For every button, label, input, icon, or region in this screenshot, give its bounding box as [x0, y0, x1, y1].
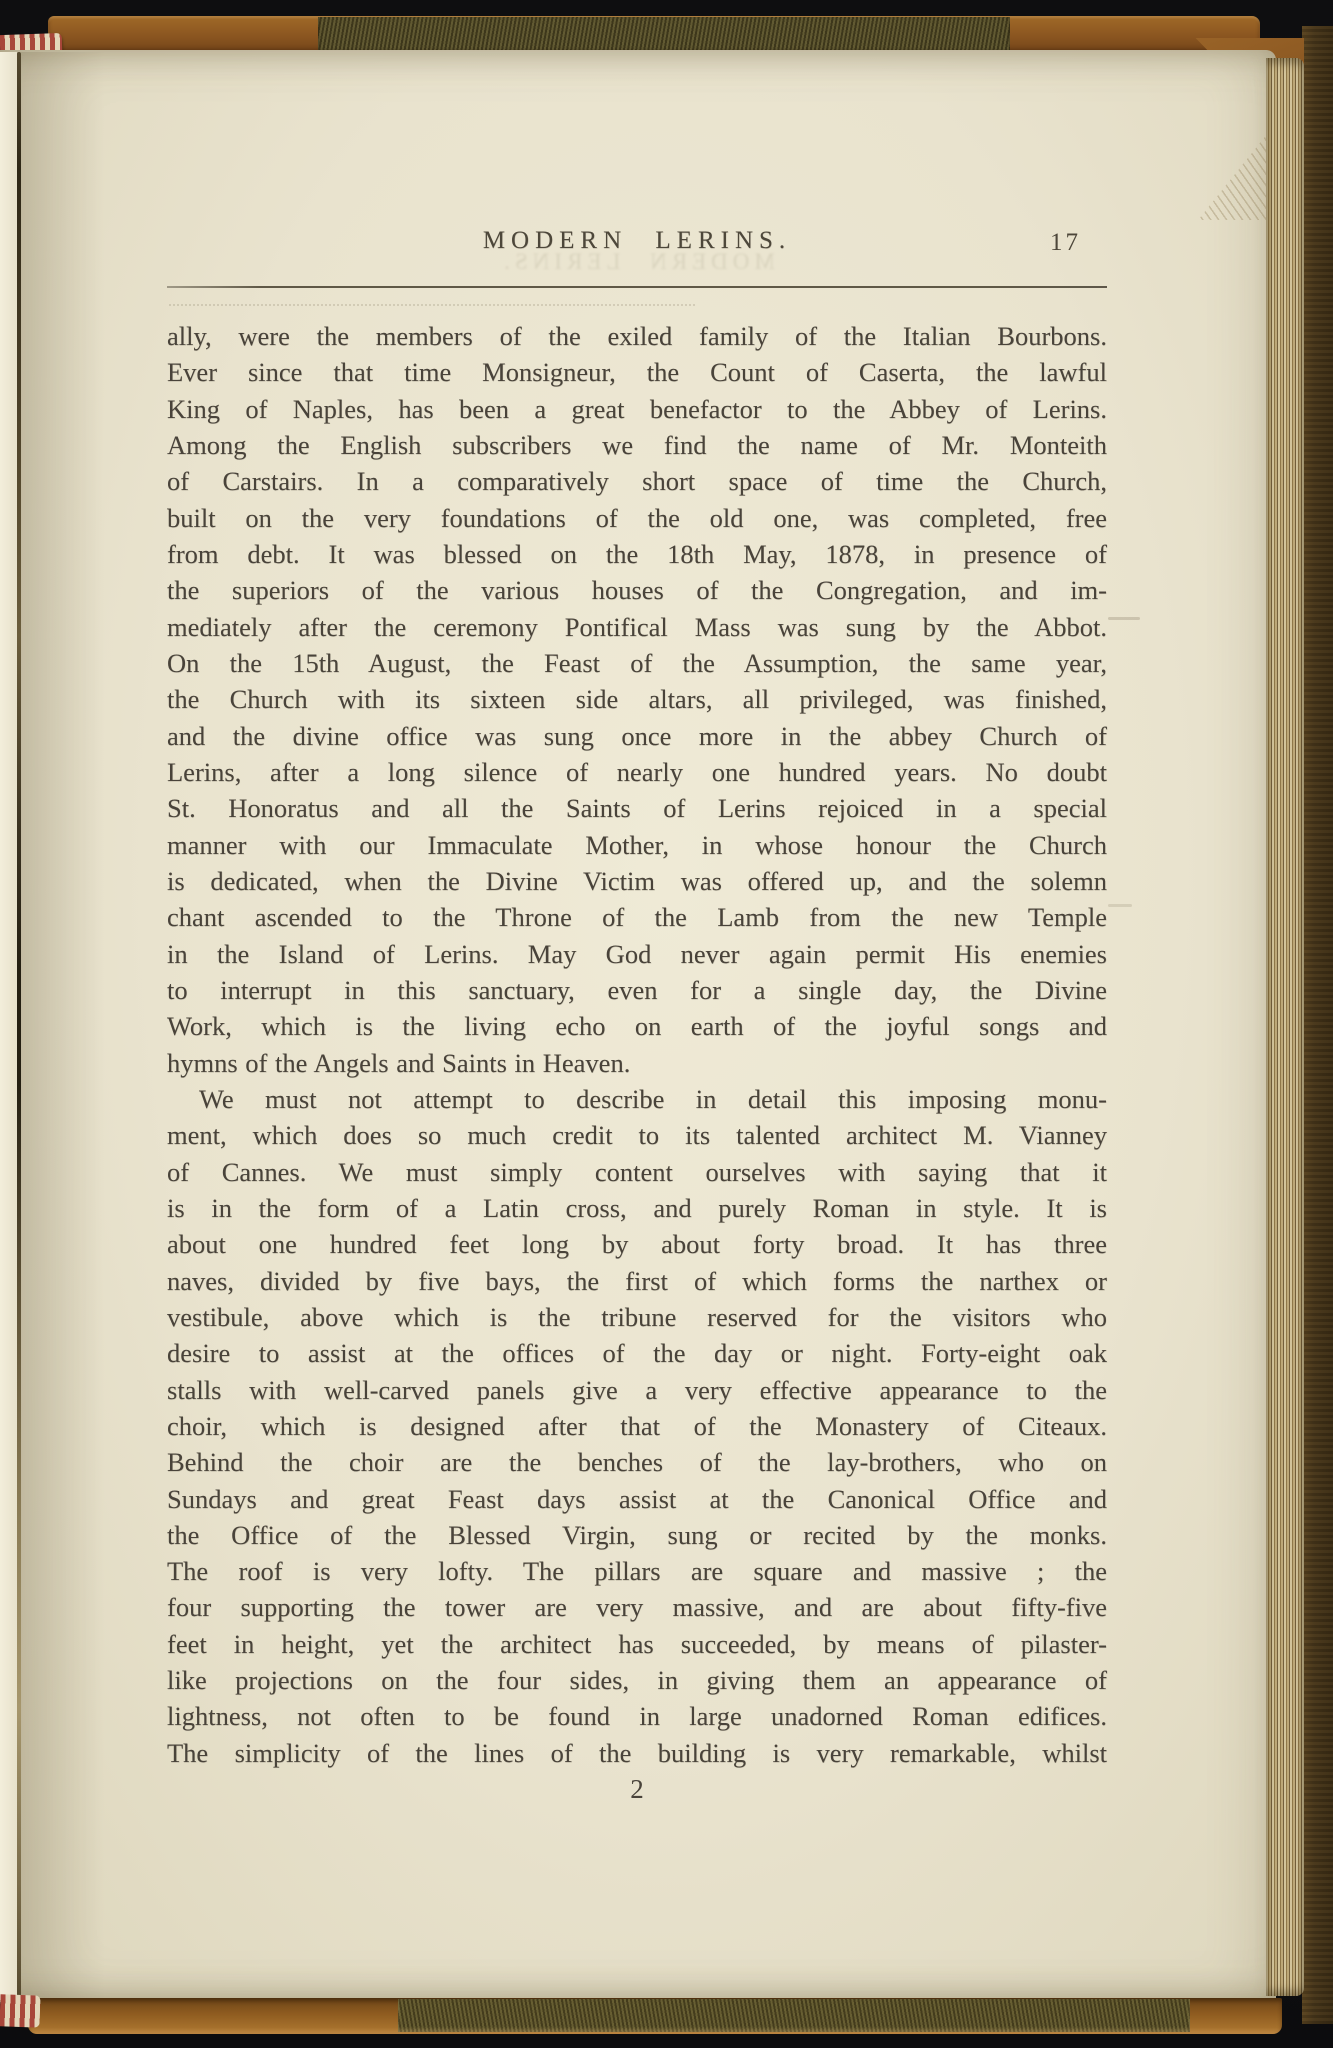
text-line: the Church with its sixteen side altars, all privileged, was finished,: [167, 684, 1107, 715]
text-line: is dedicated, when the Divine Victim was offered up, and the solemn: [167, 865, 1107, 896]
text-line: Lerins, after a long silence of nearly one hundred years. No doubt: [167, 756, 1107, 787]
gutter-shadow: [21, 52, 105, 2000]
text-line: vestibule, above which is the tribune reserved for the visitors who: [167, 1301, 1107, 1332]
text-column: [167, 0, 1107, 2048]
text-line: is in the form of a Latin cross, and purely Roman in style. It is: [167, 1192, 1107, 1223]
text-line: King of Naples, has been a great benefactor to the Abbey of Lerins.: [167, 393, 1107, 424]
text-line: The simplicity of the lines of the building is very remarkable, whilst: [167, 1737, 1107, 1768]
show-through-mark: [1108, 904, 1132, 907]
spine-cloth-bottom: [398, 1999, 1190, 2032]
text-line: feet in height, yet the architect has succeeded, by means of pilaster-: [167, 1628, 1107, 1659]
text-line: built on the very foundations of the old one, was completed, free: [167, 502, 1107, 533]
text-line: four supporting the tower are very massive, and are about fifty-five: [167, 1592, 1107, 1623]
text-line: Sundays and great Feast days assist at the Canonical Office and: [167, 1483, 1107, 1514]
header-rule: [167, 286, 1107, 288]
page-title: MODERN LERINS.: [482, 227, 792, 254]
book-cover-right-edge: [1302, 26, 1333, 2024]
text-line: St. Honoratus and all the Saints of Lerins rejoiced in a special: [167, 793, 1107, 824]
headband-bottom: [0, 1994, 41, 2027]
text-line: Ever since that time Monsigneur, the Count of Caserta, the lawful: [167, 357, 1107, 388]
text-line: of Carstairs. In a comparatively short space of time the Church,: [167, 466, 1107, 497]
text-line: about one hundred feet long by about forty broad. It has three: [167, 1229, 1107, 1260]
signature-mark: 2: [630, 1774, 644, 1804]
text-line: desire to assist at the offices of the day or night. Forty-eight oak: [167, 1338, 1107, 1369]
page-edge-stack: [1266, 58, 1304, 1996]
text-line: like projections on the four sides, in giving them an appearance of: [167, 1665, 1107, 1696]
show-through-rule: [169, 304, 695, 306]
text-line: chant ascended to the Throne of the Lamb from the new Temple: [167, 902, 1107, 933]
text-line: lightness, not often to be found in large unadorned Roman edifices.: [167, 1701, 1107, 1732]
text-line: from debt. It was blessed on the 18th May, 1878, in presence of: [167, 538, 1107, 569]
text-line: ally, were the members of the exiled family of the Italian Bourbons.: [167, 321, 1107, 351]
show-through-ghost-title: MODERN LERINS.: [499, 249, 775, 274]
text-line: The roof is very lofty. The pillars are square and massive ; the: [167, 1556, 1107, 1587]
page-number: 17: [1050, 229, 1081, 256]
text-line: and the divine office was sung once more in the abbey Church of: [167, 720, 1107, 751]
text-line: On the 15th August, the Feast of the Assumption, the same year,: [167, 647, 1107, 678]
text-line: stalls with well-carved panels give a very effective appearance to the: [167, 1374, 1107, 1405]
text-line: Behind the choir are the benches of the lay-brothers, who on: [167, 1447, 1107, 1478]
facing-page-sliver: [0, 52, 17, 2000]
text-line: the superiors of the various houses of the Congregation, and im-: [167, 575, 1107, 606]
text-line: mediately after the ceremony Pontifical Mass was sung by the Abbot.: [167, 611, 1107, 642]
text-line: Among the English subscribers we find the name of Mr. Monteith: [167, 429, 1107, 460]
text-line: of Cannes. We must simply content ourselves with saying that it: [167, 1156, 1107, 1187]
text-line: the Office of the Blessed Virgin, sung or recited by the monks.: [167, 1519, 1107, 1550]
text-line: We must not attempt to describe in detail this imposing monu-: [199, 1083, 1107, 1114]
text-line: in the Island of Lerins. May God never again permit His enemies: [167, 938, 1107, 969]
text-line: to interrupt in this sanctuary, even for a single day, the Divine: [167, 974, 1107, 1005]
text-line: ment, which does so much credit to its talented architect M. Vianney: [167, 1120, 1107, 1151]
text-line: choir, which is designed after that of the Monastery of Citeaux.: [167, 1410, 1107, 1441]
text-line: hymns of the Angels and Saints in Heaven.: [167, 1047, 631, 1078]
show-through-mark: [1108, 617, 1140, 620]
body-text: [167, 318, 1107, 1771]
text-line: Work, which is the living echo on earth of the joyful songs and: [167, 1011, 1107, 1042]
text-line: naves, divided by five bays, the first of which forms the narthex or: [167, 1265, 1107, 1296]
text-line: manner with our Immaculate Mother, in whose honour the Church: [167, 829, 1107, 860]
